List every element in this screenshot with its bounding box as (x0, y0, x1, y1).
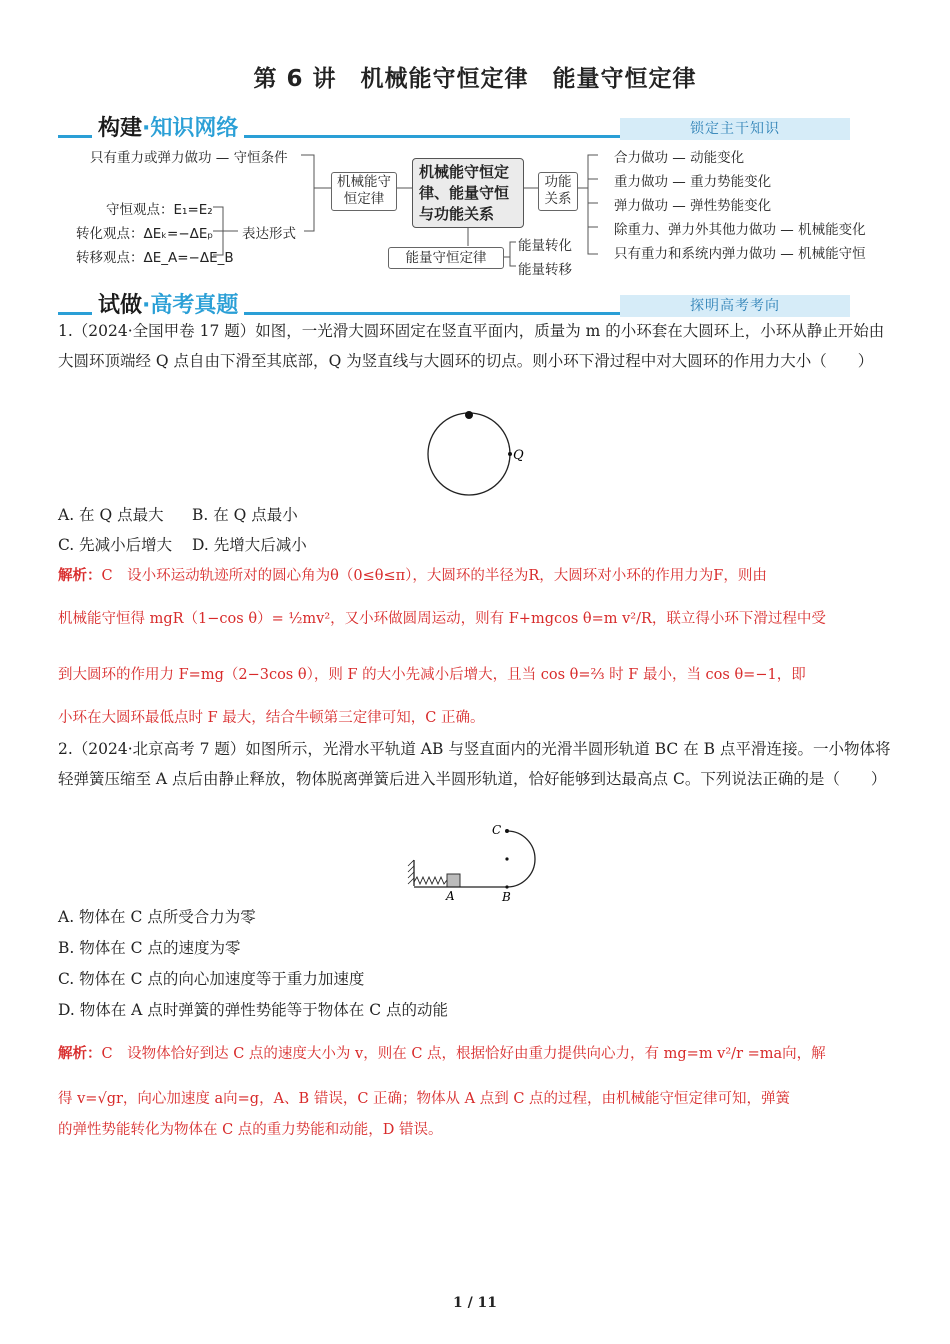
question-1-figure (420, 408, 530, 500)
mindmap-expression: 表达形式 (242, 226, 296, 242)
section-title-b: 知识网络 (150, 116, 239, 141)
small-ring-dot (465, 411, 473, 419)
section-title (92, 288, 244, 319)
mindmap-energy-transfer: 能量转移 (518, 262, 572, 278)
answer-text: 设物体恰好到达 C 点的速度大小为 v，则在 C 点，根据恰好由重力提供向心力，有 mg=m v²/r =ma向，解 (127, 1046, 826, 1062)
answer-label: 解析： (58, 567, 102, 584)
point-a-label: A (446, 889, 455, 903)
section-title-a: 构建 (98, 116, 143, 141)
mindmap-view-transform: 转化观点：ΔEₖ=−ΔEₚ (76, 226, 214, 242)
q2-option-d: D. 物体在 A 点时弹簧的弹性势能等于物体在 C 点的动能 (58, 1001, 448, 1019)
answer-text: 设小环运动轨迹所对的圆心角为θ（0≤θ≤π），大圆环的半径为R，大圆环对小环的作用力为F，则由 (127, 568, 767, 584)
q1-option-c: C. 先减小后增大 (58, 536, 173, 554)
center-line3: 与功能关系 (419, 205, 495, 223)
q2-answer-line-1 (58, 1039, 893, 1069)
answer-label: 解析： (58, 1045, 102, 1062)
mech-law-line2: 恒定律 (343, 191, 385, 207)
mindmap-energy-transform: 能量转化 (518, 238, 572, 254)
mech-law-line1: 机械能守 (337, 174, 391, 190)
mindmap-rel-3: 弹力做功 — 弹性势能变化 (614, 198, 772, 214)
mindmap-energy-law-box: 能量守恒定律 (388, 247, 504, 269)
q2-option-a: A. 物体在 C 点所受合力为零 (58, 908, 256, 926)
page-number: 1 / 11 (452, 1295, 498, 1311)
question-2-stem: 2.（2024·北京高考 7 题）如图所示，光滑水平轨道 AB 与竖直面内的光滑半圆形轨道 BC 在 B 点平滑连接。一小物体将轻弹簧压缩至 A 点后由静止释放，物体脱离弹簧后进入半圆形轨道，恰好能够到达最高点 C。下列说法正确的是（ ） (58, 740, 891, 788)
center-line1: 机械能守恒定 (419, 163, 510, 181)
section-title-a: 试做 (98, 293, 143, 318)
q1-option-a: A. 在 Q 点最大 (58, 506, 164, 524)
q1-answer-line-3: 到大圆环的作用力 F=mg（2−3cos θ），则 F 的大小先减小后增大，且当 cos θ=⅔ 时 F 最小，当 cos θ=−1，即 (58, 667, 806, 683)
mindmap-rel-2: 重力做功 — 重力势能变化 (614, 174, 772, 190)
section-title-dot: · (142, 116, 151, 141)
knowledge-mindmap (58, 142, 893, 282)
section-title-b: 高考真题 (150, 293, 239, 318)
center-line2: 律、能量守恒 (419, 184, 510, 202)
q1-option-d: D. 先增大后减小 (192, 536, 307, 554)
section-title (92, 111, 244, 142)
point-q-label: Q (513, 448, 524, 463)
q1-answer-line-4: 小环在大圆环最低点时 F 最大，结合牛顿第三定律可知，C 正确。 (58, 710, 485, 726)
mindmap-func-box (538, 172, 578, 211)
point-b-label: B (502, 890, 511, 904)
mindmap-rel-1: 合力做功 — 动能变化 (614, 150, 745, 166)
point-q-dot (508, 452, 512, 456)
answer-choice: C (101, 568, 113, 584)
q1-option-b: B. 在 Q 点最小 (192, 506, 298, 524)
question-1-stem: 1.（2024·全国甲卷 17 题）如图，一光滑大圆环固定在竖直平面内，质量为 m 的小环套在大圆环上，小环从静止开始由大圆环顶端经 Q 点自由下滑至其底部，Q 为竖直线与大圆环的切点。则小环下滑过程中对大圆环的作用力大小（ ） (58, 322, 885, 370)
mindmap-center-box (412, 158, 524, 228)
section-header-exam (58, 291, 850, 317)
q1-answer-line-2: 机械能守恒得 mgR（1−cos θ）= ½mv²，又小环做圆周运动，则有 F+mgcos θ=m v²/R，联立得小环下滑过程中受 (58, 611, 826, 627)
mindmap-view-transfer: 转移观点：ΔE_A=−ΔE_B (76, 250, 234, 266)
page-title: 第 6 讲 机械能守恒定律 能量守恒定律 (253, 66, 697, 92)
mindmap-view-conservation: 守恒观点：E₁=E₂ (106, 202, 213, 218)
q2-answer-line-2: 得 v=√gr，向心加速度 a向=g，A、B 错误，C 正确；物体从 A 点到 C 点的过程，由机械能守恒定律可知，弹簧 (58, 1091, 791, 1107)
section-tag: 锁定主干知识 (620, 118, 850, 140)
mindmap-rel-4: 除重力、弹力外其他力做功 — 机械能变化 (614, 222, 866, 238)
q2-option-c: C. 物体在 C 点的向心加速度等于重力加速度 (58, 970, 365, 988)
q2-option-b: B. 物体在 C 点的速度为零 (58, 939, 241, 957)
mindmap-condition: 只有重力或弹力做功 — 守恒条件 (90, 150, 288, 166)
question-2-figure (404, 822, 544, 906)
func-line2: 关系 (544, 191, 572, 207)
section-header-knowledge (58, 114, 850, 140)
mindmap-mech-law-box (331, 172, 397, 211)
q1-answer-line-1 (58, 561, 893, 591)
section-tag: 探明高考考向 (620, 295, 850, 317)
mindmap-rel-5: 只有重力和系统内弹力做功 — 机械能守恒 (614, 246, 866, 262)
section-title-dot: · (142, 293, 151, 318)
point-c-label: C (492, 823, 502, 837)
func-line1: 功能 (544, 174, 572, 190)
q2-answer-line-3: 的弹性势能转化为物体在 C 点的重力势能和动能，D 错误。 (58, 1122, 443, 1138)
answer-choice: C (101, 1046, 113, 1062)
